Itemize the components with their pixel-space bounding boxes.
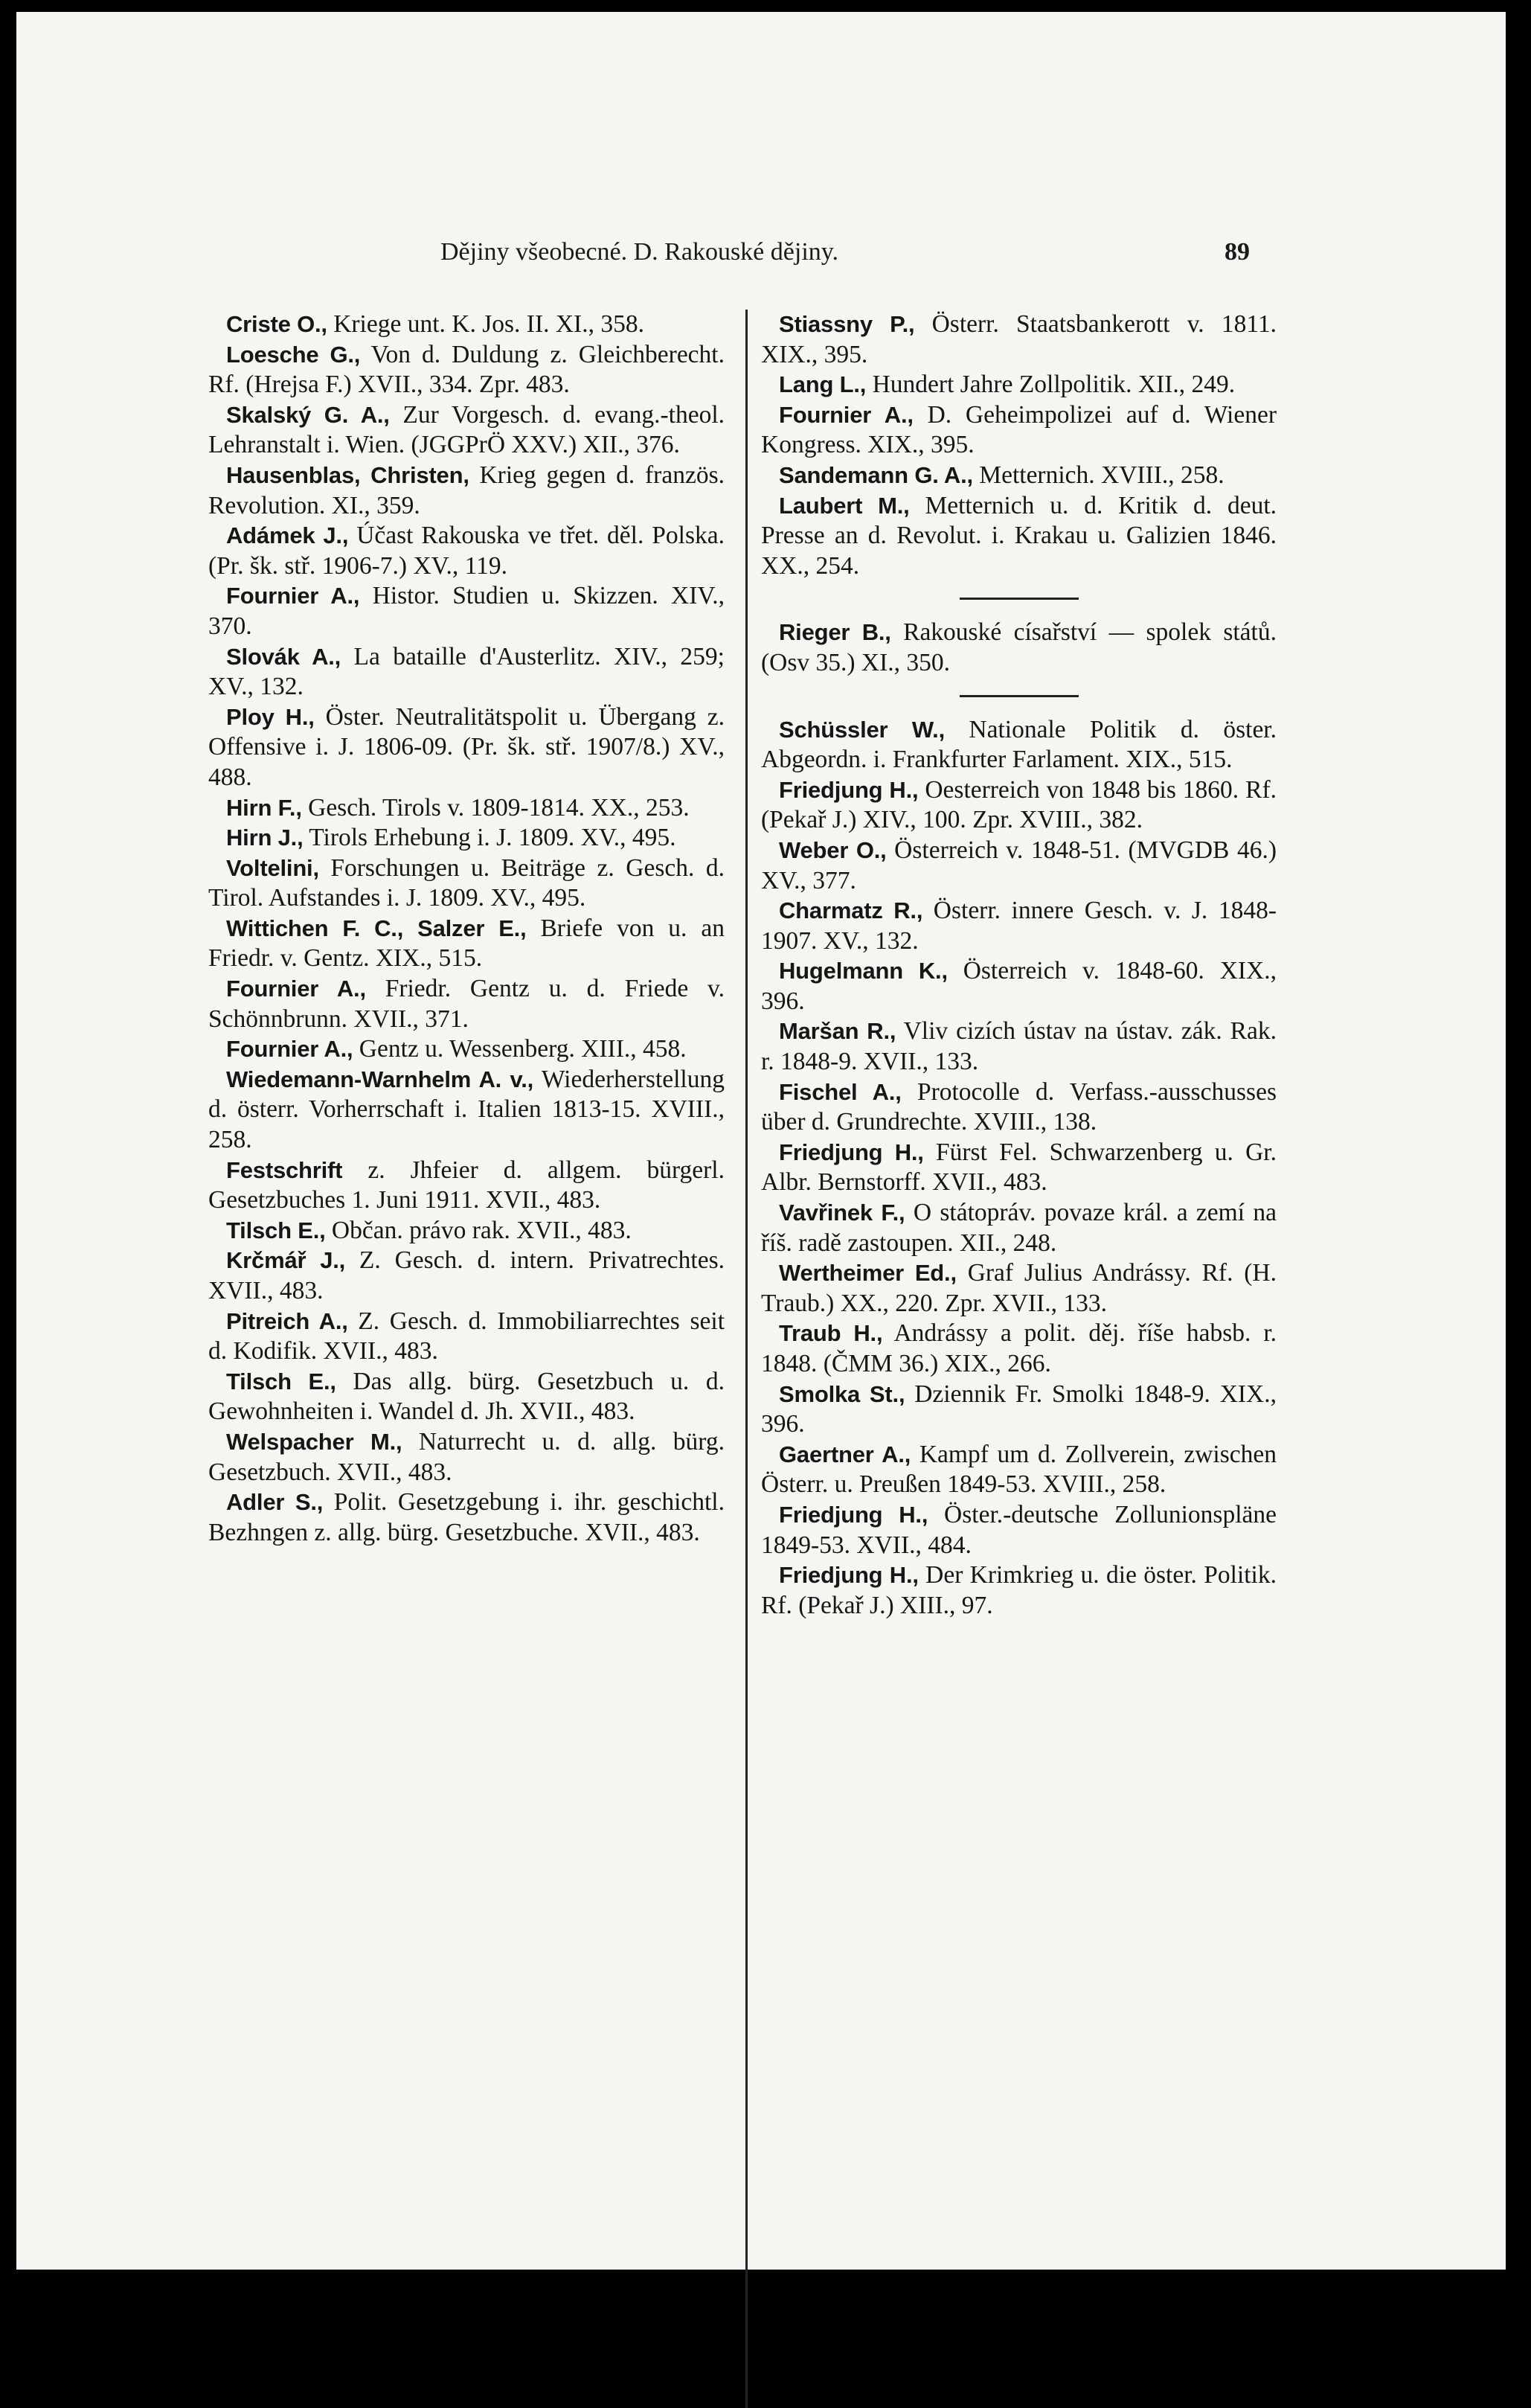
right-column-group-b: [761, 618, 1277, 678]
bibliography-entry: [208, 1307, 725, 1367]
entry-author: Criste O.,: [226, 311, 327, 337]
bibliography-entry: [208, 1427, 725, 1488]
entry-author: Hugelmann K.,: [779, 958, 948, 984]
entry-text: Der Krimkrieg u. die öster. Politik. Rf. (Pekař J.) XIII., 97.: [761, 1561, 1277, 1619]
bibliography-entry: [208, 974, 725, 1034]
section-divider: [960, 695, 1079, 697]
entry-text: O státopráv. povaze král. a zemí na říš. radě zastoupen. XII., 248.: [761, 1199, 1277, 1257]
entry-author: Fournier A.,: [226, 1036, 353, 1063]
running-head-title: Dějiny všeobecné. D. Rakouské dějiny.: [440, 238, 839, 266]
entry-text: La bataille d'Austerlitz. XIV., 259; XV., 132.: [208, 642, 725, 701]
bibliography-entry: [761, 1016, 1277, 1077]
entry-author: Fournier A.,: [226, 583, 360, 609]
entry-text: Rakouské císařství — spolek států. (Osv 35.) XI., 350.: [761, 618, 1277, 676]
entry-author: Festschrift: [226, 1156, 343, 1183]
section-divider: [960, 598, 1079, 600]
entry-author: Friedjung H.,: [779, 1562, 919, 1589]
bibliography-entry: [761, 1077, 1277, 1138]
entry-author: Welspacher M.,: [226, 1428, 402, 1455]
entry-text: Österreich v. 1848-51. (MVGDB 46.) XV., 377.: [761, 836, 1277, 894]
bibliography-entry: [208, 1488, 725, 1548]
bibliography-entry: [208, 914, 725, 974]
entry-author: Sandemann G. A.,: [779, 461, 973, 488]
entry-text: Kriege unt. K. Jos. II. XI., 358.: [327, 310, 644, 338]
entry-text: Graf Julius Andrássy. Rf. (H. Traub.) XX., 220. Zpr. XVII., 133.: [761, 1259, 1277, 1317]
bibliography-entry: [208, 521, 725, 581]
entry-text: Zur Vorgesch. d. evang.-theol. Lehranstalt i. Wien. (JGGPrÖ XXV.) XII., 376.: [208, 400, 725, 459]
bibliography-entry: [208, 1246, 725, 1306]
entry-text: Z. Gesch. d. Immobiliarrechtes seit d. Kodifik. XVII., 483.: [208, 1307, 725, 1365]
entry-author: Schüssler W.,: [779, 716, 946, 743]
entry-text: Kampf um d. Zollverein, zwischen Österr. u. Preußen 1849-53. XVIII., 258.: [761, 1440, 1277, 1499]
entry-text: Österreich v. 1848-60. XIX., 396.: [761, 957, 1277, 1015]
entry-text: Hundert Jahre Zollpolitik. XII., 249.: [866, 371, 1236, 399]
entry-author: Stiassny P.,: [779, 311, 915, 337]
entry-author: Tilsch E.,: [226, 1217, 326, 1243]
entry-text: Účast Rakouska ve třet. děl. Polska. (Pr. šk. stř. 1906-7.) XV., 119.: [208, 522, 725, 580]
entry-author: Voltelini,: [226, 854, 319, 881]
bibliography-entry: [761, 1440, 1277, 1500]
entry-author: Laubert M.,: [779, 492, 910, 519]
entry-author: Gaertner A.,: [779, 1441, 911, 1467]
entry-author: Maršan R.,: [779, 1018, 896, 1045]
bibliography-entry: [761, 491, 1277, 582]
right-column-group-c: [761, 715, 1277, 1621]
bibliography-entry: [208, 1216, 725, 1246]
entry-text: Histor. Studien u. Skizzen. XIV., 370.: [208, 582, 725, 640]
entry-author: Fournier A.,: [779, 401, 914, 428]
entry-text: Friedr. Gentz u. d. Friede v. Schönnbrunn. XVII., 371.: [208, 975, 725, 1033]
bibliography-entry: [761, 956, 1277, 1016]
bibliography-entry: [761, 1380, 1277, 1440]
entry-author: Fischel A.,: [779, 1078, 902, 1105]
left-column: [208, 310, 725, 1548]
entry-text: Protocolle d. Verfass.-ausschusses über d. Grundrechte. XVIII., 138.: [761, 1077, 1277, 1136]
bibliography-entry: [208, 823, 725, 854]
entry-text: Nationale Politik d. öster. Abgeordn. i. Frankfurter Farlament. XIX., 515.: [761, 715, 1277, 774]
entry-author: Rieger B.,: [779, 619, 891, 646]
bibliography-entry: [761, 1500, 1277, 1560]
entry-author: Charmatz R.,: [779, 897, 923, 924]
bibliography-entry: [208, 1156, 725, 1216]
bibliography-entry: [208, 702, 725, 793]
entry-author: Ploy H.,: [226, 703, 315, 730]
entry-text: Vliv cizích ústav na ústav. zák. Rak. r. 1848-9. XVII., 133.: [761, 1017, 1277, 1076]
entry-text: Öster. Neutralitätspolit u. Übergang z. Offensive i. J. 1806-09. (Pr. šk. stř. 1907/8.) XV., 488.: [208, 702, 725, 791]
entry-text: Polit. Gesetzgebung i. ihr. geschichtl. Bezhngen z. allg. bürg. Gesetzbuche. XVII., 483.: [208, 1488, 725, 1546]
book-page: [16, 12, 1506, 2270]
entry-text: Tirols Erhebung i. J. 1809. XV., 495.: [303, 824, 676, 852]
entry-author: Weber O.,: [779, 836, 887, 863]
bibliography-entry: [761, 1560, 1277, 1621]
entry-author: Tilsch E.,: [226, 1368, 336, 1394]
entry-text: Briefe von u. an Friedr. v. Gentz. XIX., 515.: [208, 914, 725, 973]
entry-text: Forschungen u. Beiträge z. Gesch. d. Tirol. Aufstandes i. J. 1809. XV., 495.: [208, 854, 725, 912]
bibliography-entry: [761, 618, 1277, 678]
bibliography-entry: [208, 854, 725, 914]
entry-author: Adámek J.,: [226, 522, 349, 549]
entry-text: Österr. innere Gesch. v. J. 1848-1907. XV., 132.: [761, 897, 1277, 955]
bibliography-entry: [761, 1319, 1277, 1379]
entry-text: Österr. Staatsbankerott v. 1811. XIX., 395.: [761, 310, 1277, 368]
entry-text: Naturrecht u. d. allg. bürg. Gesetzbuch. XVII., 483.: [208, 1427, 725, 1486]
entry-text: Metternich. XVIII., 258.: [972, 461, 1225, 489]
bibliography-entry: [761, 775, 1277, 836]
entry-text: Andrássy a polit. děj. říše habsb. r. 1848. (ČMM 36.) XIX., 266.: [761, 1319, 1277, 1377]
bibliography-entry: [208, 340, 725, 400]
entry-author: Traub H.,: [779, 1320, 883, 1347]
entry-author: Friedjung H.,: [779, 1501, 928, 1528]
entry-author: Hirn F.,: [226, 794, 302, 821]
bibliography-entry: [761, 1198, 1277, 1258]
entry-text: Fürst Fel. Schwarzenberg u. Gr. Albr. Bernstorff. XVII., 483.: [761, 1138, 1277, 1197]
entry-text: Z. Gesch. d. intern. Privatrechtes. XVII., 483.: [208, 1246, 725, 1304]
entry-text: z. Jhfeier d. allgem. bürgerl. Gesetzbuches 1. Juni 1911. XVII., 483.: [208, 1156, 725, 1214]
entry-text: Gentz u. Wessenberg. XIII., 458.: [353, 1035, 687, 1063]
entry-author: Smolka St.,: [779, 1380, 905, 1407]
bibliography-entry: [208, 642, 725, 702]
entry-text: Metternich u. d. Kritik d. deut. Presse an d. Revolut. i. Krakau u. Galizien 1846. XX., 254.: [761, 491, 1277, 580]
entry-author: Wiedemann-Warnhelm A. v.,: [226, 1066, 534, 1092]
entry-text: Občan. právo rak. XVII., 483.: [325, 1216, 632, 1244]
bibliography-entry: [761, 896, 1277, 956]
entry-author: Friedjung H.,: [779, 776, 919, 803]
bibliography-entry: [761, 461, 1277, 491]
bibliography-entry: [208, 793, 725, 824]
entry-author: Loesche G.,: [226, 341, 361, 368]
bibliography-entry: [208, 1065, 725, 1156]
entry-author: Vavřinek F.,: [779, 1200, 905, 1226]
entry-author: Lang L.,: [779, 371, 867, 398]
right-column: [745, 310, 1277, 2408]
bibliography-entry: [761, 1258, 1277, 1319]
entry-author: Wertheimer Ed.,: [779, 1260, 957, 1287]
bibliography-entry: [761, 1138, 1277, 1198]
page-number: 89: [1225, 238, 1250, 266]
bibliography-entry: [761, 836, 1277, 896]
bibliography-entry: [208, 461, 725, 521]
entry-text: Oesterreich von 1848 bis 1860. Rf. (Pekař J.) XIV., 100. Zpr. XVIII., 382.: [761, 775, 1277, 834]
entry-text: Dziennik Fr. Smolki 1848-9. XIX., 396.: [761, 1380, 1277, 1438]
bibliography-entry: [208, 581, 725, 641]
entry-author: Slovák A.,: [226, 643, 341, 670]
bibliography-entry: [208, 1367, 725, 1427]
bibliography-entry: [208, 400, 725, 461]
right-column-group-a: [761, 310, 1277, 581]
bibliography-entry: [208, 310, 725, 340]
entry-author: Adler S.,: [226, 1489, 324, 1516]
entry-text: Krieg gegen d. französ. Revolution. XI., 359.: [208, 461, 725, 519]
entry-author: Skalský G. A.,: [226, 401, 390, 428]
entry-author: Wittichen F. C., Salzer E.,: [226, 915, 527, 941]
entry-text: D. Geheimpolizei auf d. Wiener Kongress. XIX., 395.: [761, 400, 1277, 459]
entry-author: Friedjung H.,: [779, 1139, 924, 1165]
bibliography-entry: [208, 1034, 725, 1065]
bibliography-entry: [761, 310, 1277, 370]
entry-author: Hausenblas, Christen,: [226, 461, 469, 488]
bibliography-entry: [761, 370, 1277, 400]
entry-text: Von d. Duldung z. Gleichberecht. Rf. (Hrejsa F.) XVII., 334. Zpr. 483.: [208, 340, 725, 399]
bibliography-entry: [761, 715, 1277, 775]
entry-author: Krčmář J.,: [226, 1247, 346, 1274]
entry-text: Wiederherstellung d. österr. Vorherrschaft i. Italien 1813-15. XVIII., 258.: [208, 1065, 725, 1154]
entry-author: Fournier A.,: [226, 976, 366, 1002]
entry-text: Gesch. Tirols v. 1809-1814. XX., 253.: [301, 793, 690, 822]
entry-author: Pitreich A.,: [226, 1307, 348, 1334]
entry-author: Hirn J.,: [226, 824, 304, 851]
bibliography-entry: [761, 400, 1277, 461]
entry-text: Öster.-deutsche Zollunionspläne 1849-53. XVII., 484.: [761, 1500, 1277, 1559]
entry-text: Das allg. bürg. Gesetzbuch u. d. Gewohnheiten i. Wandel d. Jh. XVII., 483.: [208, 1367, 725, 1426]
